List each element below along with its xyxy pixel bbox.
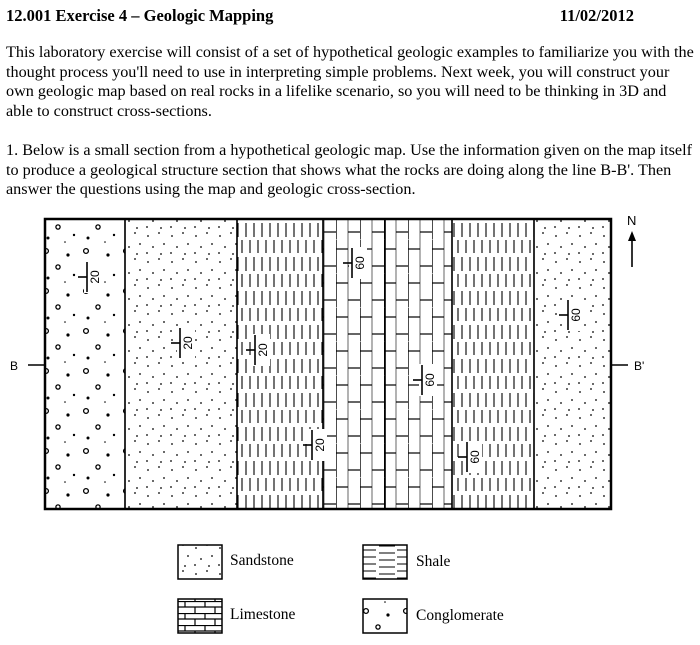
- north-arrow-icon: [627, 213, 636, 267]
- legend-label-shale: Shale: [416, 553, 451, 570]
- section-start-label: B: [10, 359, 19, 373]
- dip-value: 20: [313, 438, 327, 452]
- section-end-label: B': [634, 359, 645, 373]
- dip-value: 60: [569, 308, 583, 322]
- legend-swatch-shale: [363, 545, 407, 579]
- legend-label-conglomerate: Conglomerate: [416, 607, 504, 624]
- map-unit-shale: [237, 219, 323, 509]
- dip-value: 60: [353, 256, 367, 270]
- north-label: N: [627, 213, 637, 228]
- dip-value: 60: [423, 373, 437, 387]
- question-1-paragraph: 1. Below is a small section from a hypothetical geologic map. Use the information given on the map itself to produce a geological structure section that shows what the rocks are doing along the line B-B'. Then answer the questions using the map and geologic cross-section.: [6, 141, 693, 198]
- legend-swatch-conglomerate: [363, 599, 407, 633]
- document-date: 11/02/2012: [559, 6, 634, 25]
- dip-value: 20: [88, 270, 102, 284]
- map-unit-limestone: [385, 219, 452, 509]
- legend-swatch-limestone: [178, 599, 222, 633]
- map-units: [45, 219, 611, 509]
- legend-label-limestone: Limestone: [230, 606, 296, 623]
- legend-label-sandstone: Sandstone: [230, 552, 294, 569]
- map-unit-sandstone: [125, 219, 237, 509]
- geologic-map: [0, 205, 700, 645]
- map-unit-sandstone: [534, 219, 611, 509]
- document-header: [6, 6, 634, 28]
- dip-value: 20: [181, 336, 195, 350]
- legend-swatch-sandstone: [178, 545, 222, 579]
- dip-value: 60: [468, 450, 482, 464]
- dip-value: 20: [256, 343, 270, 357]
- intro-paragraph: This laboratory exercise will consist of a set of hypothetical geologic examples to familiarize you with the thought process you'll need to use in interpreting simple problems. Next week, you will construct your own geologic map based on real rocks in a lifelike scenario, so you will need to be thinking in 3D and able to construct cross-sections.: [6, 43, 694, 120]
- document-title: 12.001 Exercise 4 – Geologic Mapping: [6, 6, 274, 25]
